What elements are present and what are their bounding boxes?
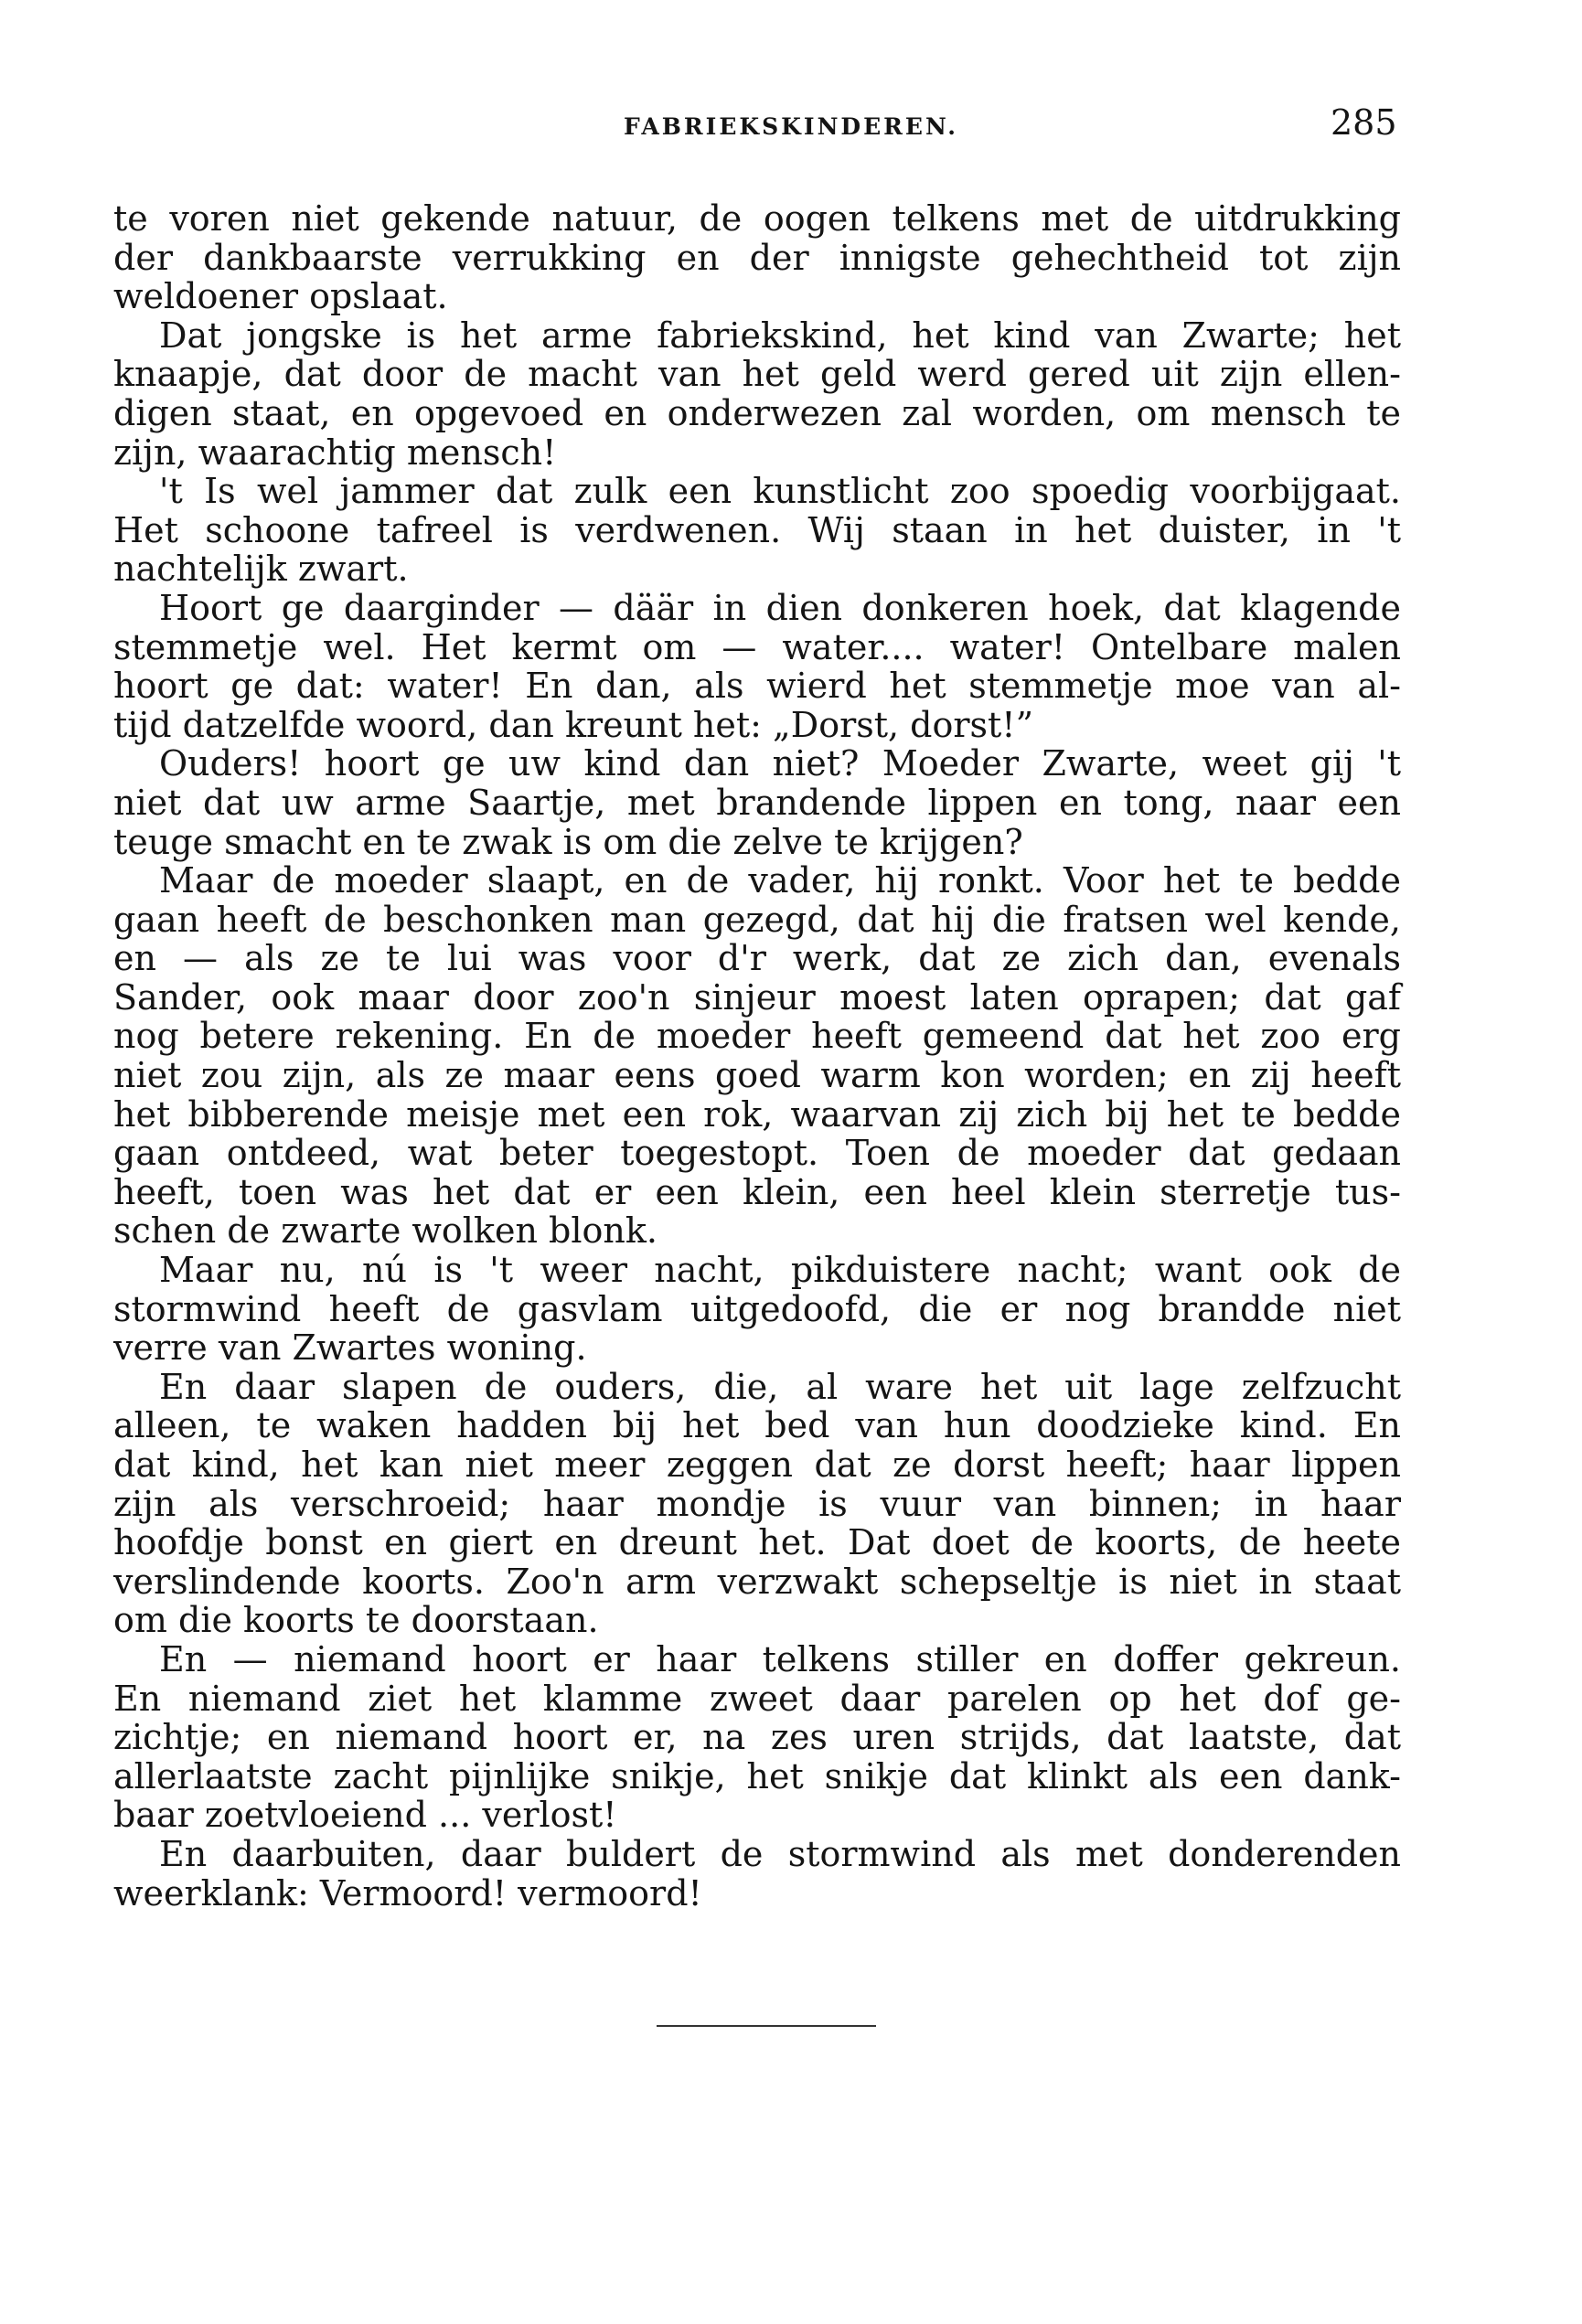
- text-line: heeft, toen was het dat er een klein, een heel klein sterretje tus-: [113, 1171, 1401, 1212]
- body-text: [113, 199, 1401, 1913]
- text-line: hoofdje bonst en giert en dreunt het. Dat doet de koorts, de heete: [113, 1522, 1401, 1563]
- text-line: gaan ontdeed, wat beter toegestopt. Toen de moeder dat gedaan: [113, 1133, 1401, 1174]
- text-line: schen de zwarte wolken blonk.: [113, 1210, 657, 1252]
- text-line: digen staat, en opgevoed en onderwezen zal worden, om mensch te: [113, 392, 1401, 433]
- running-header: FABRIEKSKINDEREN.: [624, 113, 958, 140]
- text-line: verslindende koorts. Zoo'n arm verzwakt schepseltje is niet in staat: [113, 1561, 1401, 1602]
- text-line: verre van Zwartes woning.: [113, 1327, 587, 1369]
- text-line: gaan heeft de beschonken man gezegd, dat hij die fratsen wel kende,: [113, 899, 1401, 940]
- text-line: baar zoetvloeiend ... verlost!: [113, 1795, 617, 1836]
- text-line: allerlaatste zacht pijnlijke snikje, het snikje dat klinkt als een dank-: [113, 1755, 1401, 1796]
- text-line: En daar slapen de ouders, die, al ware het uit lage zelfzucht: [159, 1366, 1401, 1407]
- text-line: nachtelijk zwart.: [113, 549, 409, 590]
- text-line: Sander, ook maar door zoo'n sinjeur moest laten oprapen; dat gaf: [113, 976, 1401, 1018]
- text-line: dat kind, het kan niet meer zeggen dat ze dorst heeft; haar lippen: [113, 1445, 1401, 1485]
- text-line: niet zou zijn, als ze maar eens goed warm kon worden; en zij heeft: [113, 1055, 1401, 1096]
- page-number: 285: [1331, 102, 1397, 143]
- text-line: stemmetje wel. Het kermt om — water.... water! Ontelbare malen: [113, 626, 1401, 667]
- text-line: Hoort ge daarginder — däär in dien donkeren hoek, dat klagende: [159, 587, 1401, 628]
- text-line: hoort ge dat: water! En dan, als wierd het stemmetje moe van al-: [113, 666, 1401, 707]
- text-line: om die koorts te doorstaan.: [113, 1600, 599, 1641]
- text-line: en — als ze te lui was voor d'r werk, dat ze zich dan, evenals: [113, 938, 1401, 979]
- text-line: tijd datzelfde woord, dan kreunt het: „Dorst, dorst!”: [113, 704, 1033, 745]
- text-line: Dat jongske is het arme fabriekskind, het kind van Zwarte; het: [159, 314, 1401, 356]
- text-line: der dankbaarste verrukking en der innigste gehechtheid tot zijn: [113, 237, 1401, 278]
- text-line: niet dat uw arme Saartje, met brandende lippen en tong, naar een: [113, 782, 1401, 823]
- text-line: Maar de moeder slaapt, en de vader, hij ronkt. Voor het te bedde: [159, 860, 1401, 901]
- text-line: het bibberende meisje met een rok, waarvan zij zich bij het te bedde: [113, 1093, 1401, 1135]
- text-line: 't Is wel jammer dat zulk een kunstlicht zoo spoedig voorbijgaat.: [159, 471, 1401, 512]
- text-line: En — niemand hoort er haar telkens stiller en doffer gekreun.: [159, 1638, 1401, 1679]
- text-line: teuge smacht en te zwak is om die zelve te krijgen?: [113, 821, 1023, 862]
- text-line: Maar nu, nú is 't weer nacht, pikduistere nacht; want ook de: [159, 1250, 1401, 1291]
- text-line: zijn als verschroeid; haar mondje is vuur van binnen; in haar: [113, 1483, 1401, 1524]
- text-line: te voren niet gekende natuur, de oogen telkens met de uitdrukking: [113, 198, 1401, 239]
- text-line: nog betere rekening. En de moeder heeft gemeend dat het zoo erg: [113, 1016, 1401, 1057]
- text-line: En niemand ziet het klamme zweet daar parelen op het dof ge-: [113, 1678, 1401, 1719]
- text-line: weerklank: Vermoord! vermoord!: [113, 1872, 702, 1914]
- text-line: alleen, te waken hadden bij het bed van hun doodzieke kind. En: [113, 1405, 1401, 1446]
- text-line: Het schoone tafreel is verdwenen. Wij staan in het duister, in 't: [113, 509, 1401, 550]
- text-line: zichtje; en niemand hoort er, na zes uren strijds, dat laatste, dat: [113, 1717, 1401, 1758]
- text-line: En daarbuiten, daar buldert de stormwind als met donderenden: [159, 1833, 1401, 1874]
- text-line: Ouders! hoort ge uw kind dan niet? Moeder Zwarte, weet gij 't: [159, 743, 1401, 784]
- end-of-chapter-rule: [657, 2025, 876, 2027]
- text-line: weldoener opslaat.: [113, 276, 448, 317]
- text-line: zijn, waarachtig mensch!: [113, 432, 557, 473]
- text-line: knaapje, dat door de macht van het geld werd gered uit zijn ellen-: [113, 354, 1401, 395]
- text-line: stormwind heeft de gasvlam uitgedoofd, die er nog brandde niet: [113, 1288, 1401, 1329]
